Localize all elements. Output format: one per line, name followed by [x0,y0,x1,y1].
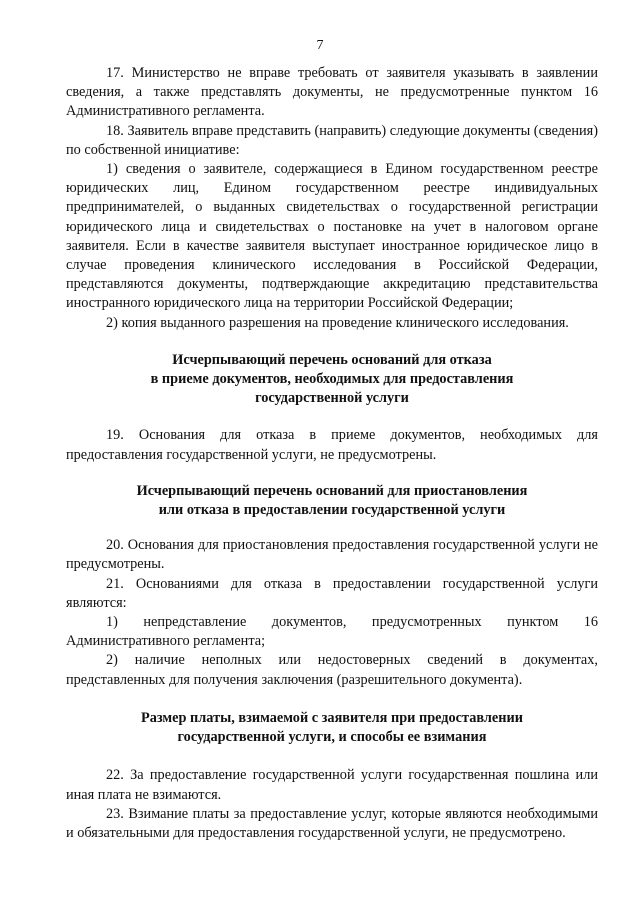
paragraph-18-item-1: 1) сведения о заявителе, содержащиеся в Едином государственном реестре юридических лиц, Едином государственном реестре индивидуальных предпринимателей, о выданных свидетельствах о государственной регистрации юридического лица и свидетельствах о постановке на учет в налоговом органе заявителя. Если в качестве заявителя выступает иностранное юридическое лицо в случае проведения клинического исследования в Российской Федерации, представляются документы, подтверждающие аккредитацию представительства иностранного юридического лица на территории Российской Федерации; [66,161,598,312]
heading-line: в приеме документов, необходимых для предоставления [150,371,514,388]
paragraph-20: 20. Основания для приостановления предоставления государственной услуги не предусмотрены. [66,537,598,573]
section-heading-suspension-refusal [66,482,598,520]
paragraph-21: 21. Основаниями для отказа в предоставлении государственной услуги являются: [66,575,598,611]
paragraph-23: 23. Взимание платы за предоставление услуг, которые являются необходимыми и обязательными для предоставления государственной услуги, не предусмотрено. [66,805,598,841]
heading-line: государственной услуги [255,390,409,407]
paragraph-17: 17. Министерство не вправе требовать от заявителя указывать в заявлении сведения, а также представлять документы, не предусмотренные пунктом 16 Административного регламента. [66,65,598,120]
paragraph-18: 18. Заявитель вправе представить (направить) следующие документы (сведения) по собственной инициативе: [66,122,598,158]
paragraph-22: 22. За предоставление государственной услуги государственная пошлина или иная плата не взимаются. [66,767,598,803]
paragraph-19: 19. Основания для отказа в приеме документов, необходимых для предоставления государственной услуги, не предусмотрены. [66,427,598,463]
page-number: 7 [316,38,324,53]
heading-line: или отказа в предоставлении государственной услуги [158,502,506,519]
heading-line: Исчерпывающий перечень оснований для отказа [172,351,492,368]
paragraph-21-item-2: 2) наличие неполных или недостоверных сведений в документах, представленных для получения заключения (разрешительного документа). [66,652,598,688]
section-heading-fees [66,709,598,747]
paragraph-18-item-2: 2) копия выданного разрешения на проведение клинического исследования. [106,314,569,331]
section-heading-refusal-acceptance [66,351,598,409]
heading-line: государственной услуги, и способы ее взимания [177,729,487,746]
paragraph-21-item-1: 1) непредставление документов, предусмотренных пунктом 16 Административного регламента; [66,614,598,650]
heading-line: Размер платы, взимаемой с заявителя при предоставлении [141,709,523,726]
heading-line: Исчерпывающий перечень оснований для приостановления [136,482,528,499]
document-body [66,64,598,843]
